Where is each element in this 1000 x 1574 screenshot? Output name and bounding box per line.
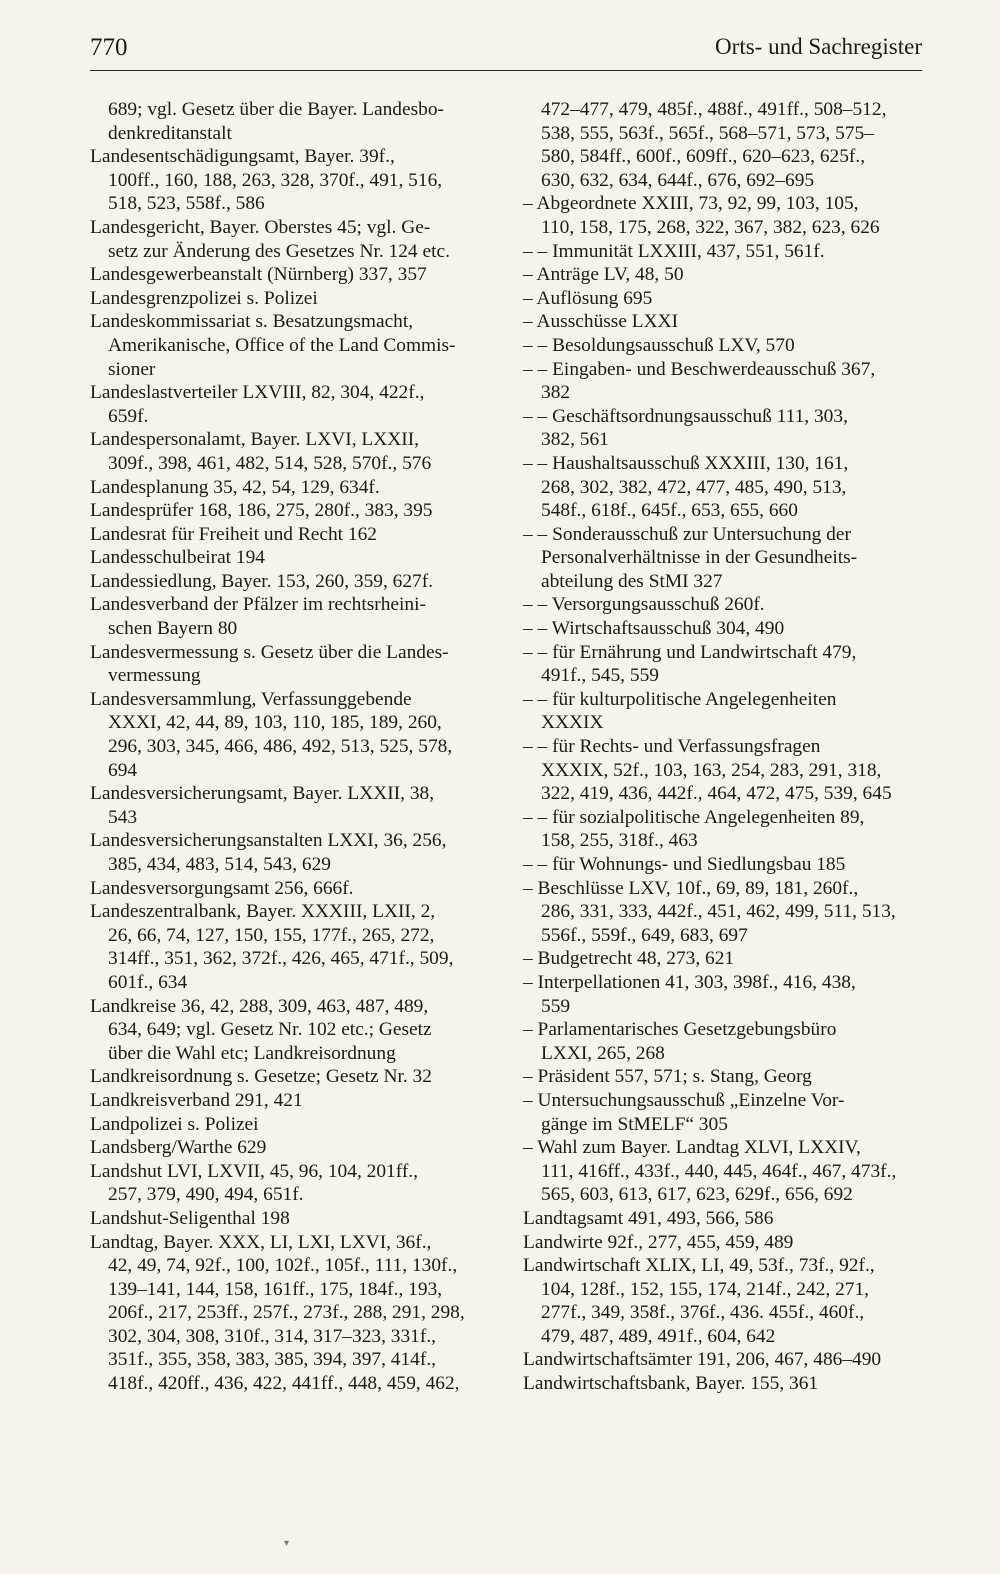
index-line: Landesversicherungsamt, Bayer. LXXII, 38, <box>90 783 435 805</box>
index-line: – – für Ernährung und Landwirtschaft 479, <box>523 641 857 663</box>
index-line: – – Besoldungsausschuß LXV, 570 <box>523 334 795 356</box>
index-line: 26, 66, 74, 127, 150, 155, 177f., 265, 272, <box>108 924 435 946</box>
index-line: Landesversicherungsanstalten LXXI, 36, 256, <box>90 830 447 852</box>
index-line: Landesgrenzpolizei s. Polizei <box>90 287 318 309</box>
index-line: Landespersonalamt, Bayer. LXVI, LXXII, <box>90 429 419 451</box>
index-line: 565, 603, 613, 617, 623, 629f., 656, 692 <box>541 1184 853 1206</box>
index-line: 491f., 545, 559 <box>541 665 659 687</box>
index-line: sioner <box>108 358 156 380</box>
index-line: XXXIX <box>541 712 604 734</box>
index-line: – – Immunität LXXIII, 437, 551, 561f. <box>523 240 825 262</box>
index-line: Landesgewerbeanstalt (Nürnberg) 337, 357 <box>90 264 427 286</box>
index-line: 322, 419, 436, 442f., 464, 472, 475, 539, 645 <box>541 783 892 805</box>
index-line: Landwirtschaftsbank, Bayer. 155, 361 <box>523 1373 819 1395</box>
index-line: setz zur Änderung des Gesetzes Nr. 124 etc. <box>108 240 450 262</box>
index-line: Landkreisordnung s. Gesetze; Gesetz Nr. 32 <box>90 1066 432 1088</box>
index-line: 689; vgl. Gesetz über die Bayer. Landesbo- <box>108 99 445 120</box>
index-line: 206f., 217, 253ff., 257f., 273f., 288, 291, 298, <box>108 1302 465 1324</box>
index-line: Landwirtschaft XLIX, LI, 49, 53f., 73f., 92f., <box>523 1255 875 1277</box>
index-line: 479, 487, 489, 491f., 604, 642 <box>541 1325 776 1347</box>
index-line: Landsberg/Warthe 629 <box>90 1137 267 1159</box>
running-head: Orts- und Sachregister <box>715 34 922 59</box>
index-line: 104, 128f., 152, 155, 174, 214f., 242, 271, <box>541 1278 870 1300</box>
index-line: – Anträge LV, 48, 50 <box>523 264 684 286</box>
index-line: 296, 303, 345, 466, 486, 492, 513, 525, 578, <box>108 736 453 758</box>
index-line: Landtagsamt 491, 493, 566, 586 <box>523 1207 774 1229</box>
index-line: Landesvermessung s. Gesetz über die Landes- <box>90 641 449 663</box>
index-line: 548f., 618f., 645f., 653, 655, 660 <box>541 500 798 522</box>
index-line: 277f., 349, 358f., 376f., 436. 455f., 460f., <box>541 1302 865 1324</box>
index-line: vermessung <box>108 665 201 687</box>
index-line: 538, 555, 563f., 565f., 568–571, 573, 575– <box>541 122 874 144</box>
index-line: – Beschlüsse LXV, 10f., 69, 89, 181, 260f., <box>523 877 859 899</box>
index-line: – – Haushaltsausschuß XXXIII, 130, 161, <box>523 452 849 474</box>
index-line: 314ff., 351, 362, 372f., 426, 465, 471f., 509, <box>108 948 454 970</box>
index-line: Landesversorgungsamt 256, 666f. <box>90 877 354 899</box>
index-line: 257, 379, 490, 494, 651f. <box>108 1184 304 1206</box>
index-line: – – Sonderausschuß zur Untersuchung der <box>523 523 851 545</box>
index-line: Landpolizei s. Polizei <box>90 1113 259 1135</box>
index-line: 302, 304, 308, 310f., 314, 317–323, 331f., <box>108 1325 437 1347</box>
index-line: 382, 561 <box>541 429 609 451</box>
index-line: – Budgetrecht 48, 273, 621 <box>523 948 735 970</box>
index-line: Landesschulbeirat 194 <box>90 547 265 569</box>
index-line: 659f. <box>108 405 149 427</box>
index-line: denkreditanstalt <box>108 122 232 144</box>
index-line: 286, 331, 333, 442f., 451, 462, 499, 511, 513, <box>541 901 896 923</box>
index-line: 518, 523, 558f., 586 <box>108 193 265 215</box>
index-line: – Parlamentarisches Gesetzgebungsbüro <box>523 1019 837 1041</box>
index-line: Landtag, Bayer. XXX, LI, LXI, LXVI, 36f., <box>90 1231 432 1253</box>
index-line: Landeskommissariat s. Besatzungsmacht, <box>90 311 414 333</box>
index-line: Landwirtschaftsämter 191, 206, 467, 486–490 <box>523 1349 882 1371</box>
index-line: – Ausschüsse LXXI <box>523 311 679 333</box>
index-line: 543 <box>108 806 138 828</box>
index-line: Landeslastverteiler LXVIII, 82, 304, 422f., <box>90 382 425 404</box>
index-line: 268, 302, 382, 472, 477, 485, 490, 513, <box>541 476 847 498</box>
index-line: 472–477, 479, 485f., 488f., 491ff., 508–512, <box>541 99 887 120</box>
index-line: – – Geschäftsordnungsausschuß 111, 303, <box>523 405 848 427</box>
index-line: 418f., 420ff., 436, 422, 441ff., 448, 459, 462, <box>108 1373 460 1395</box>
page-number: 770 <box>90 34 128 61</box>
index-line: Amerikanische, Office of the Land Commis- <box>108 334 456 356</box>
index-line: 139–141, 144, 158, 161ff., 175, 184f., 193, <box>108 1278 443 1300</box>
index-line: – – Versorgungsausschuß 260f. <box>523 594 765 616</box>
index-line: – Auflösung 695 <box>523 287 653 309</box>
page-header <box>90 34 922 71</box>
index-line: gänge im StMELF“ 305 <box>541 1113 728 1135</box>
index-line: – – Wirtschaftsausschuß 304, 490 <box>523 618 785 640</box>
index-line: Landshut LVI, LXVII, 45, 96, 104, 201ff., <box>90 1160 418 1182</box>
index-line: über die Wahl etc; Landkreisordnung <box>108 1042 396 1064</box>
index-line: – Interpellationen 41, 303, 398f., 416, 438, <box>523 971 856 993</box>
index-line: – Wahl zum Bayer. Landtag XLVI, LXXIV, <box>523 1137 861 1159</box>
index-line: 382 <box>541 382 571 404</box>
index-line: Landessiedlung, Bayer. 153, 260, 359, 627f. <box>90 570 434 592</box>
index-line: XXXIX, 52f., 103, 163, 254, 283, 291, 318, <box>541 759 882 781</box>
index-line: Landesverband der Pfälzer im rechtsrheini- <box>90 594 426 616</box>
index-line: Landesgericht, Bayer. Oberstes 45; vgl. Ge- <box>90 216 431 238</box>
index-line: 385, 434, 483, 514, 543, 629 <box>108 854 331 875</box>
index-line: Landesentschädigungsamt, Bayer. 39f., <box>90 146 395 168</box>
index-line: abteilung des StMI 327 <box>541 570 723 592</box>
index-line: 630, 632, 634, 644f., 676, 692–695 <box>541 169 815 191</box>
index-line: Landkreise 36, 42, 288, 309, 463, 487, 489, <box>90 995 429 1017</box>
index-line: – Untersuchungsausschuß „Einzelne Vor- <box>523 1089 845 1111</box>
index-line: 100ff., 160, 188, 263, 328, 370f., 491, 516, <box>108 169 443 191</box>
index-line: – – Eingaben- und Beschwerdeausschuß 367, <box>523 358 876 380</box>
index-line: 351f., 355, 358, 383, 385, 394, 397, 414f., <box>108 1349 437 1371</box>
index-line: 309f., 398, 461, 482, 514, 528, 570f., 576 <box>108 452 432 474</box>
printer-mark: ▾ <box>284 1538 290 1549</box>
index-line: Landeszentralbank, Bayer. XXXIII, LXII, 2, <box>90 901 436 923</box>
index-line: Landesrat für Freiheit und Recht 162 <box>90 523 378 545</box>
index-line: 110, 158, 175, 268, 322, 367, 382, 623, 626 <box>541 216 880 238</box>
index-line: Landesplanung 35, 42, 54, 129, 634f. <box>90 476 380 498</box>
index-line: 580, 584ff., 600f., 609ff., 620–623, 625f., <box>541 146 866 168</box>
index-line: – Präsident 557, 571; s. Stang, Georg <box>523 1066 812 1088</box>
index-line: 158, 255, 318f., 463 <box>541 830 698 852</box>
index-column-right <box>523 98 923 1396</box>
index-line: – Abgeordnete XXIII, 73, 92, 99, 103, 105, <box>523 193 859 215</box>
index-line: Landshut-Seligenthal 198 <box>90 1207 290 1229</box>
index-line: schen Bayern 80 <box>108 618 238 640</box>
index-line: Landkreisverband 291, 421 <box>90 1089 303 1111</box>
index-line: – – für Wohnungs- und Siedlungsbau 185 <box>523 854 846 875</box>
index-line: 42, 49, 74, 92f., 100, 102f., 105f., 111, 130f., <box>108 1255 458 1277</box>
index-line: 694 <box>108 759 138 781</box>
index-line: – – für sozialpolitische Angelegenheiten 89, <box>523 806 865 828</box>
index-line: 634, 649; vgl. Gesetz Nr. 102 etc.; Gesetz <box>108 1019 432 1041</box>
index-column-left <box>90 98 488 1396</box>
index-line: 601f., 634 <box>108 971 188 993</box>
index-line: Landesprüfer 168, 186, 275, 280f., 383, 395 <box>90 500 433 522</box>
index-line: – – für Rechts- und Verfassungsfragen <box>523 736 821 758</box>
index-line: 559 <box>541 995 571 1017</box>
index-line: 556f., 559f., 649, 683, 697 <box>541 924 748 946</box>
index-line: LXXI, 265, 268 <box>541 1042 665 1064</box>
index-line: Personalverhältnisse in der Gesundheits- <box>541 547 858 569</box>
index-line: XXXI, 42, 44, 89, 103, 110, 185, 189, 260, <box>108 712 442 734</box>
index-line: Landesversammlung, Verfassunggebende <box>90 688 412 710</box>
index-line: Landwirte 92f., 277, 455, 459, 489 <box>523 1231 794 1253</box>
index-line: – – für kulturpolitische Angelegenheiten <box>523 688 837 710</box>
index-line: 111, 416ff., 433f., 440, 445, 464f., 467, 473f., <box>541 1160 897 1182</box>
